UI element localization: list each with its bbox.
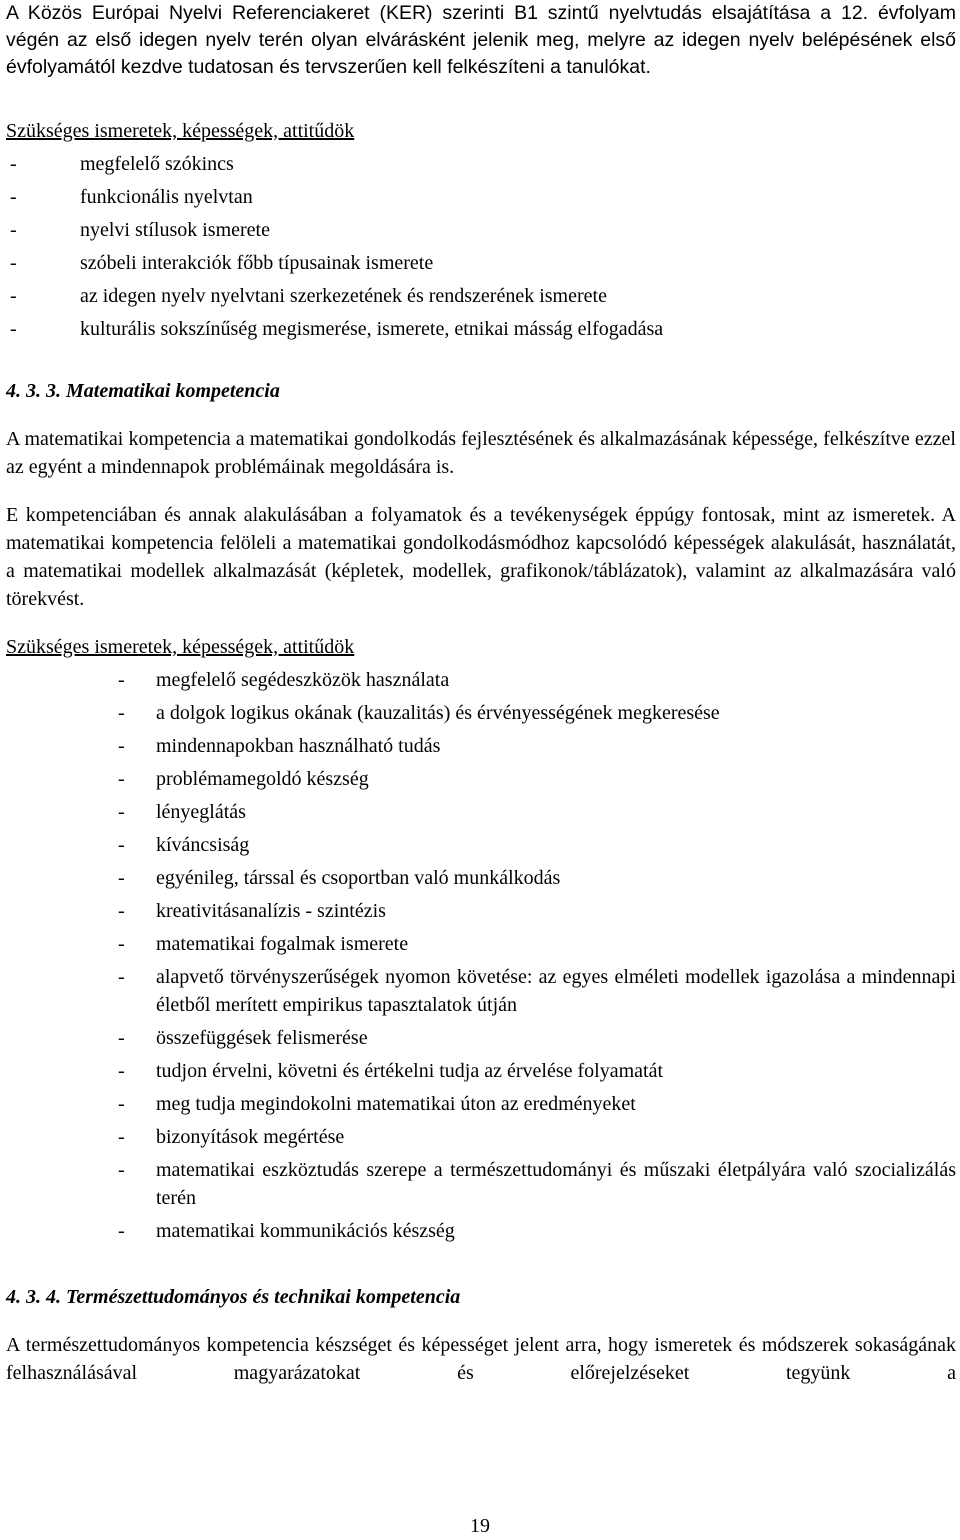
list-item: - az idegen nyelv nyelvtani szerkezetének és rendszerének ismerete	[6, 282, 956, 310]
list-item: - a dolgok logikus okának (kauzalitás) és érvényességének megkeresése	[6, 699, 956, 727]
science-section-heading: 4. 3. 4. Természettudományos és technikai kompetencia	[6, 1286, 461, 1308]
list-item: - meg tudja megindokolni matematikai úton az eredményeket	[6, 1090, 956, 1118]
list-dash: -	[118, 1027, 125, 1049]
language-skills-heading: Szükséges ismeretek, képességek, attitűdök	[6, 120, 355, 142]
list-dash: -	[118, 1093, 125, 1115]
list-item: - lényeglátás	[6, 798, 956, 826]
list-item: - problémamegoldó készség	[6, 765, 956, 793]
math-skills-heading: Szükséges ismeretek, képességek, attitűdök	[6, 636, 355, 658]
list-dash: -	[10, 219, 17, 241]
list-dash: -	[10, 186, 17, 208]
math-section-heading: 4. 3. 3. Matematikai kompetencia	[6, 380, 280, 402]
page-number: 19	[470, 1515, 490, 1537]
list-dash: -	[118, 735, 125, 757]
list-dash: -	[10, 318, 17, 340]
list-item: - megfelelő szókincs	[6, 150, 956, 178]
list-item: - kíváncsiság	[6, 831, 956, 859]
list-item: - egyénileg, társsal és csoportban való munkálkodás	[6, 864, 956, 892]
list-dash: -	[118, 1220, 125, 1242]
list-dash: -	[118, 801, 125, 823]
language-skills-list	[6, 150, 956, 343]
science-paragraph: A természettudományos kompetencia készséget és képességet jelent arra, hogy ismeretek és módszerek sokaságának felhasználásával magyarázatokat és előrejelzéseket tegyünk a	[6, 1334, 956, 1384]
list-dash: -	[118, 702, 125, 724]
list-dash: -	[10, 285, 17, 307]
list-dash: -	[118, 768, 125, 790]
list-item: - alapvető törvényszerűségek nyomon követése: az egyes elméleti modellek igazolása a mindennapi életből merített empirikus tapasztalatok útján	[6, 963, 956, 1019]
list-item: - nyelvi stílusok ismerete	[6, 216, 956, 244]
list-item: - mindennapokban használható tudás	[6, 732, 956, 760]
list-item: - kulturális sokszínűség megismerése, ismerete, etnikai másság elfogadása	[6, 315, 956, 343]
list-item: - összefüggések felismerése	[6, 1024, 956, 1052]
list-dash: -	[118, 933, 125, 955]
list-item: - funkcionális nyelvtan	[6, 183, 956, 211]
list-item: - tudjon érvelni, követni és értékelni tudja az érvelése folyamatát	[6, 1057, 956, 1085]
list-dash: -	[118, 867, 125, 889]
list-item: - matematikai kommunikációs készség	[6, 1217, 956, 1245]
list-dash: -	[118, 1126, 125, 1148]
math-paragraph-1: A matematikai kompetencia a matematikai gondolkodás fejlesztésének és alkalmazásának képessége, felkészítve ezzel az egyént a mindennapok problémáinak megoldására is.	[6, 428, 956, 478]
math-skills-list	[6, 666, 956, 1245]
list-dash: -	[118, 1060, 125, 1082]
document-page	[6, 0, 956, 1387]
list-item: - megfelelő segédeszközök használata	[6, 666, 956, 694]
list-dash: -	[118, 900, 125, 922]
intro-paragraph: A Közös Európai Nyelvi Referenciakeret (KER) szerinti B1 szintű nyelvtudás elsajátítása a 12. évfolyam végén az első idegen nyelv terén olyan elvárásként jelenik meg, melyre az idegen nyelv belépésének első évfolyamától kezdve tudatosan és tervszerűen kell felkészíteni a tanulókat.	[6, 2, 956, 78]
list-item: - matematikai fogalmak ismerete	[6, 930, 956, 958]
list-dash: -	[118, 669, 125, 691]
list-dash: -	[10, 153, 17, 175]
list-item: - szóbeli interakciók főbb típusainak ismerete	[6, 249, 956, 277]
list-dash: -	[118, 834, 125, 856]
list-dash: -	[118, 966, 125, 988]
list-dash: -	[118, 1159, 125, 1181]
list-dash: -	[10, 252, 17, 274]
list-item: - bizonyítások megértése	[6, 1123, 956, 1151]
list-item: - matematikai eszköztudás szerepe a természettudományi és műszaki életpályára való szocializálás terén	[6, 1156, 956, 1212]
math-paragraph-2: E kompetenciában és annak alakulásában a folyamatok és a tevékenységek éppúgy fontosak, mint az ismeretek. A matematikai kompetencia felöleli a matematikai gondolkodásmódhoz kapcsolódó képességek alakulását, használatát, a matematikai modellek alkalmazását (képletek, modellek, grafikonok/táblázatok), valamint az alkalmazására való törekvést.	[6, 504, 956, 610]
list-item: - kreativitásanalízis - szintézis	[6, 897, 956, 925]
